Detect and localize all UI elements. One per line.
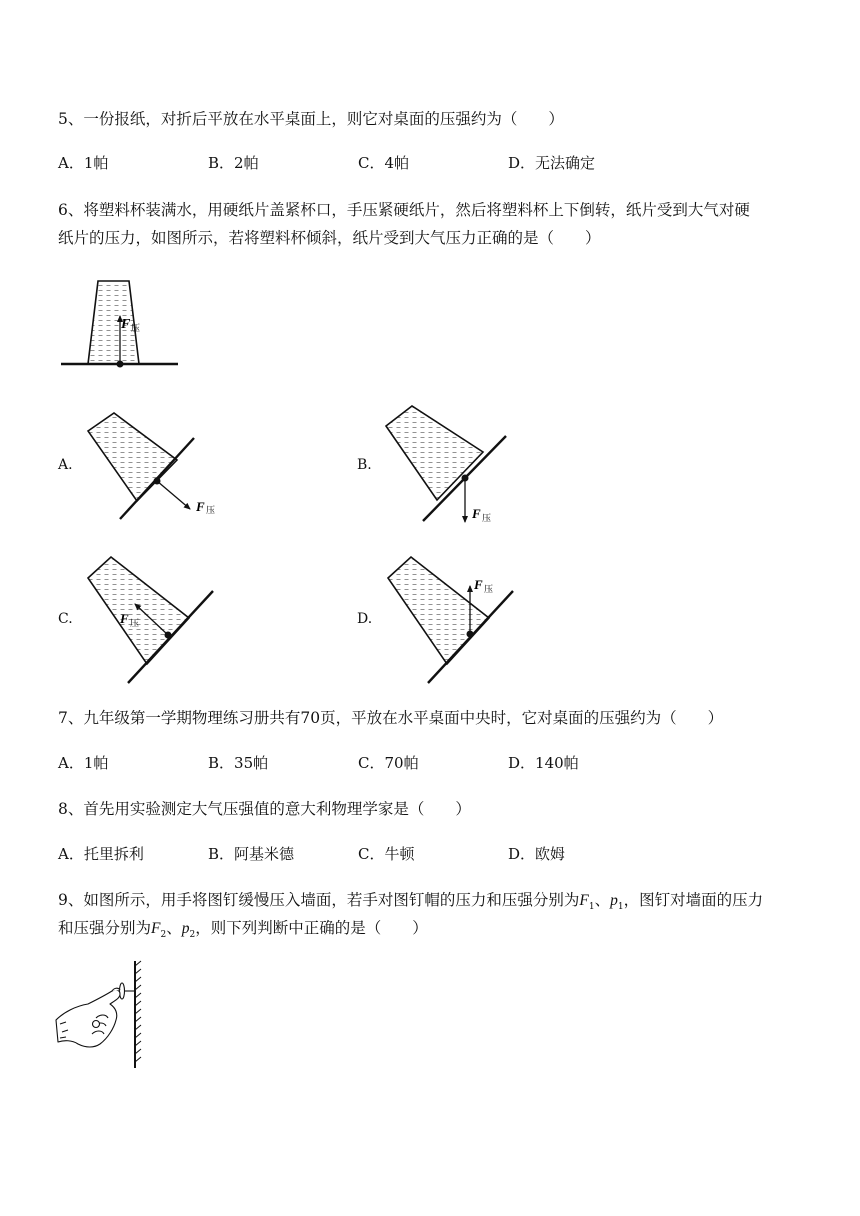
q8-option-d[interactable]: D．欧姆 [508,845,566,863]
q9-text-part4: ，则下列判断中正确的是（ ） [195,919,428,937]
q9-figure [50,958,150,1073]
q6-main-figure [58,278,183,373]
cup-body [88,557,189,664]
q8-option-b[interactable]: B．阿基米德 [208,845,295,863]
question-7-stem: 7、九年级第一学期物理练习册共有70页，平放在水平桌面中央时，它对桌面的压强约为（ ） [58,709,724,727]
q9-F1-sub: 1 [588,902,595,913]
q8-option-a[interactable]: A．托里拆利 [58,845,144,863]
q6-option-b-figure[interactable] [380,400,530,530]
q9-sep1: 、 [594,891,611,909]
wall [135,961,141,1068]
q9-text-part1: 9、如图所示，用手将图钉缓慢压入墙面，若手对图钉帽的压力和压强分别为 [58,891,580,909]
force-arrow [157,481,190,509]
q9-sep2: 、 [166,919,182,937]
question-9-stem-line2 [58,915,428,948]
thumbtack [120,983,136,999]
question-5-options [58,152,758,176]
q9-p1-sub: 1 [617,902,624,913]
hand-icon [56,988,120,1047]
q9-F1: F [579,892,589,909]
force-label: F [472,506,481,521]
q5-option-c[interactable]: C．4帕 [358,154,410,172]
q6-option-d-figure[interactable] [380,552,530,687]
q5-option-b[interactable]: B．2帕 [208,154,259,172]
cup-body [388,557,489,664]
q6-option-a-label[interactable]: A. [58,457,73,473]
q6-option-a-figure[interactable] [80,405,230,525]
q9-text-part2: ，图钉对墙面的压力 [623,891,764,909]
q9-F2: F [151,920,161,937]
q7-option-b[interactable]: B．35帕 [208,754,269,772]
q6-option-c-label[interactable]: C. [58,611,73,627]
q9-F2-sub: 2 [160,930,167,941]
cup-body [386,406,483,500]
q6-option-d-label[interactable]: D. [357,611,373,627]
force-point [165,632,172,639]
question-6-stem-line2: 纸片的压力，如图所示，若将塑料杯倾斜，纸片受到大气压力正确的是（ ） [58,229,601,247]
force-label-sub: 压 [484,584,494,594]
force-label: F [120,611,129,626]
q6-option-c-figure[interactable] [80,552,230,687]
force-point [462,475,469,482]
q9-p1: p [610,892,618,909]
force-label-sub: 压 [482,513,492,523]
q7-option-c[interactable]: C．70帕 [358,754,419,772]
force-point [467,631,474,638]
force-label-sub: 压 [130,618,140,628]
force-point [117,361,124,368]
q5-option-a[interactable]: A．1帕 [58,154,109,172]
q7-option-d[interactable]: D．140帕 [508,754,579,772]
force-label-sub: 压 [131,323,141,333]
q9-text-part3: 和压强分别为 [58,919,152,937]
force-point [154,478,161,485]
force-label: F [474,577,483,592]
q9-p2-sub: 2 [189,930,196,941]
q5-option-d[interactable]: D．无法确定 [508,154,596,172]
force-label: F [196,499,205,514]
question-5-stem: 5、一份报纸，对折后平放在水平桌面上，则它对桌面的压强约为（ ） [58,110,564,128]
question-8-stem: 8、首先用实验测定大气压强值的意大利物理学家是（ ） [58,800,471,818]
question-6-stem-line1: 6、将塑料杯装满水，用硬纸片盖紧杯口，手压紧硬纸片，然后将塑料杯上下倒转，纸片受到大气对硬 [58,201,750,219]
q9-p2: p [181,920,190,937]
q8-option-c[interactable]: C．牛顿 [358,845,415,863]
force-label-sub: 压 [206,505,216,515]
force-label: F [121,317,131,332]
q7-option-a[interactable]: A．1帕 [58,754,109,772]
question-8-options [58,843,758,867]
cup-body [88,413,177,501]
q6-option-b-label[interactable]: B. [357,457,372,473]
question-7-options [58,752,758,776]
